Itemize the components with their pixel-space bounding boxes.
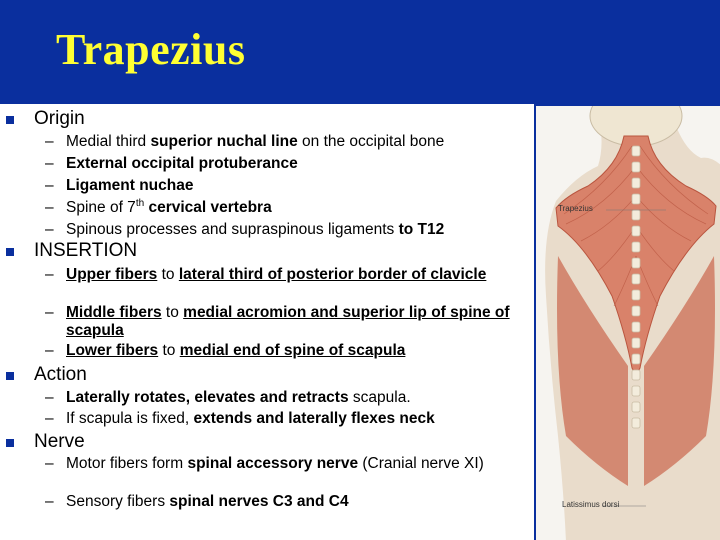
slide-content xyxy=(0,104,530,540)
label-latissimus-dorsi: Latissimus dorsi xyxy=(562,500,620,509)
origin-item-1: – Medial third superior nuchal line on the occipital bone xyxy=(45,133,445,150)
nerve-item-2: – Sensory fibers spinal nerves C3 and C4 xyxy=(45,493,349,510)
back-muscles-figure xyxy=(536,106,720,540)
bullet-action-icon xyxy=(6,372,14,380)
nerve-item-1: – Motor fibers form spinal accessory nerve (Cranial nerve XI) xyxy=(45,455,484,472)
action-item-2: – If scapula is fixed, extends and laterally flexes neck xyxy=(45,410,435,427)
bullet-insertion-icon xyxy=(6,248,14,256)
trapezius-illustration xyxy=(534,104,720,540)
heading-action: Action xyxy=(34,364,87,385)
bullet-nerve-icon xyxy=(6,439,14,447)
heading-origin: Origin xyxy=(34,108,85,129)
insertion-item-1: – Upper fibers to lateral third of posterior border of clavicle xyxy=(45,266,487,283)
origin-item-2: – External occipital protuberance xyxy=(45,155,298,172)
origin-item-4: – Spine of 7th cervical vertebra xyxy=(45,197,272,216)
insertion-item-2: – Middle fibers to medial acromion and superior lip of spine of scapula xyxy=(45,304,510,339)
label-trapezius: Trapezius xyxy=(558,204,593,213)
bullet-origin-icon xyxy=(6,116,14,124)
origin-item-3: – Ligament nuchae xyxy=(45,177,194,194)
insertion-item-3: – Lower fibers to medial end of spine of scapula xyxy=(45,342,406,359)
heading-nerve: Nerve xyxy=(34,431,85,452)
heading-insertion: INSERTION xyxy=(34,240,138,261)
slide-title: Trapezius xyxy=(56,25,246,74)
origin-item-5: – Spinous processes and supraspinous ligaments to T12 xyxy=(45,221,445,238)
action-item-1: – Laterally rotates, elevates and retracts scapula. xyxy=(45,389,411,406)
title-bar xyxy=(0,0,720,104)
